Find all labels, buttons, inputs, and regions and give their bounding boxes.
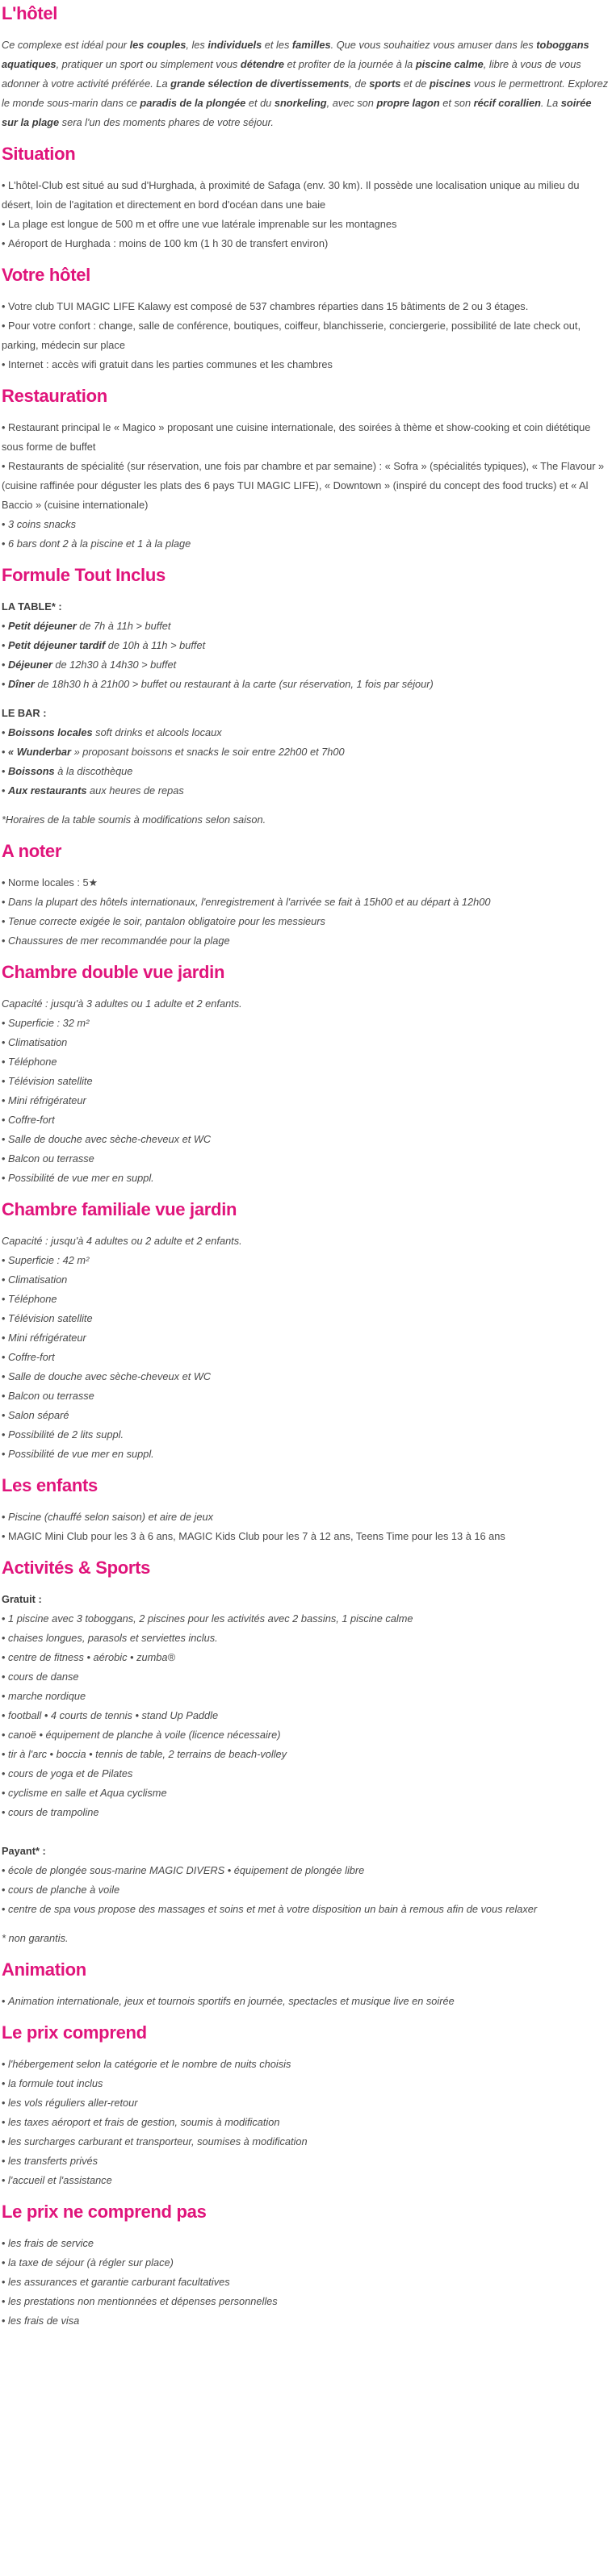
text-run: Balcon ou terrasse — [8, 1152, 94, 1165]
list-item — [2, 2311, 609, 2331]
bold-label: Dîner — [8, 678, 35, 690]
text-run: Superficie : 32 m² — [8, 1017, 90, 1029]
text-run: chaises longues, parasols et serviettes inclus. — [8, 1632, 218, 1644]
text-run: cours de danse — [8, 1671, 79, 1683]
list-item — [2, 2132, 609, 2152]
highlight-text: sports — [369, 77, 401, 90]
list-item — [2, 2093, 609, 2113]
section-chambre-familiale-vue-jardin — [2, 1188, 609, 1464]
list-item — [2, 1169, 609, 1188]
bold-label: Payant* : — [2, 1845, 46, 1857]
text-run: les prestations non mentionnées et dépenses personnelles — [8, 2295, 278, 2307]
text-run: Animation internationale, jeux et tournois sportifs en journée, spectacles et musique live en soirée — [8, 1995, 455, 2007]
list-item — [2, 2152, 609, 2171]
text-run: et de — [400, 77, 430, 90]
list-item — [2, 1309, 609, 1328]
bold-label: Boissons locales — [8, 726, 93, 738]
section-situation — [2, 132, 609, 253]
text-run: L'hôtel-Club est situé au sud d'Hurghada, à proximité de Safaga (env. 30 km). Il possède une localisation unique au milieu du désert, loin de l'agitation et directement en bord d'océan dans une baie — [2, 179, 580, 211]
text-run: aux heures de repas — [86, 784, 184, 797]
text-run: Possibilité de vue mer en suppl. — [8, 1448, 154, 1460]
list-item — [2, 234, 609, 253]
list-item — [2, 534, 609, 554]
list-item — [2, 912, 609, 931]
text-run: , libre à vous de vous adonner à votre activité préférée. La — [2, 58, 581, 90]
list-item — [2, 617, 609, 636]
list-item — [2, 675, 609, 694]
bold-label: Déjeuner — [8, 659, 52, 671]
list-item — [2, 1072, 609, 1091]
section-l-hotel — [2, 0, 609, 132]
text-run: sera l'un des moments phares de votre séjour. — [59, 116, 274, 128]
list-item — [2, 1425, 609, 1445]
list-item — [2, 1386, 609, 1406]
list-item — [2, 1861, 609, 1880]
list-item — [2, 2273, 609, 2292]
text-run: MAGIC Mini Club pour les 3 à 6 ans, MAGIC Kids Club pour les 7 à 12 ans, Teens Time pour les 13 à 16 ans — [8, 1530, 505, 1542]
text-run: cours de yoga et de Pilates — [8, 1767, 133, 1779]
text-run: Possibilité de vue mer en suppl. — [8, 1172, 154, 1184]
section-votre-hotel — [2, 253, 609, 374]
list-item — [2, 1033, 609, 1052]
text-run: Téléphone — [8, 1293, 57, 1305]
section-title: Votre hôtel — [2, 265, 90, 285]
list-item — [2, 1052, 609, 1072]
highlight-text: individuels — [207, 39, 262, 51]
list-item — [2, 1406, 609, 1425]
highlight-text: soirée sur la plage — [2, 97, 592, 128]
list-item — [2, 655, 609, 675]
text-run: centre de spa vous propose des massages et soins et met à votre disposition un bain à remous afin de vous relaxer — [8, 1903, 538, 1915]
text-run: , pratiquer un sport ou simplement vous — [56, 58, 241, 70]
list-item — [2, 893, 609, 912]
list-item — [2, 873, 609, 893]
text-run: et du — [245, 97, 275, 109]
section-a-noter — [2, 830, 609, 951]
section-title: Situation — [2, 144, 76, 164]
text-run: les taxes aéroport et frais de gestion, soumis à modification — [8, 2116, 280, 2128]
text-run: Climatisation — [8, 1273, 68, 1286]
text-run: Capacité : jusqu'à 4 adultes ou 2 adulte et 2 enfants. — [2, 1235, 242, 1247]
highlight-text: récif corallien — [473, 97, 541, 109]
text-run: Tenue correcte exigée le soir, pantalon obligatoire pour les messieurs — [8, 915, 325, 927]
section-animation — [2, 1948, 609, 2011]
section-restauration — [2, 374, 609, 554]
text-run: les frais de service — [8, 2237, 94, 2249]
list-item — [2, 1328, 609, 1348]
list-item — [2, 1687, 609, 1706]
list-item — [2, 1784, 609, 1803]
section-title: Le prix ne comprend pas — [2, 2202, 207, 2222]
list-item — [2, 1900, 609, 1919]
section-title: L'hôtel — [2, 3, 58, 23]
list-item — [2, 723, 609, 742]
list-item — [2, 636, 609, 655]
text-run: » proposant boissons et snacks le soir entre 22h00 et 7h00 — [71, 746, 345, 758]
list-item — [2, 1725, 609, 1745]
highlight-text: toboggans aquatiques — [2, 39, 589, 70]
list-item — [2, 1609, 609, 1629]
highlight-text: propre lagon — [376, 97, 440, 109]
list-item — [2, 515, 609, 534]
intro-paragraph — [2, 36, 609, 132]
text-run: Pour votre confort : change, salle de conférence, boutiques, coiffeur, blanchisserie, conciergerie, possibilité de late check out, parking, médecin sur place — [2, 320, 581, 351]
text-run: *Horaires de la table soumis à modifications selon saison. — [2, 813, 266, 826]
text-run: Salle de douche avec sèche-cheveux et WC — [8, 1370, 212, 1382]
text-line — [2, 994, 609, 1014]
text-run: cyclisme en salle et Aqua cyclisme — [8, 1787, 167, 1799]
section-title: Formule Tout Inclus — [2, 565, 166, 585]
list-item — [2, 1764, 609, 1784]
text-run: Restaurant principal le « Magico » proposant une cuisine internationale, des soirées à thème et show-cooking et coin diététique sous forme de buffet — [2, 421, 591, 453]
list-item — [2, 1445, 609, 1464]
text-line — [2, 1842, 609, 1861]
list-item — [2, 2074, 609, 2093]
text-run: * non garantis. — [2, 1932, 69, 1944]
text-run: Balcon ou terrasse — [8, 1390, 94, 1402]
list-item — [2, 1270, 609, 1290]
list-item — [2, 1706, 609, 1725]
text-run: et son — [439, 97, 474, 109]
list-item — [2, 2113, 609, 2132]
text-run: Aéroport de Hurghada : moins de 100 km (1 h 30 de transfert environ) — [8, 237, 329, 249]
list-item — [2, 1992, 609, 2011]
list-item — [2, 418, 609, 457]
text-run: Salle de douche avec sèche-cheveux et WC — [8, 1133, 212, 1145]
text-run: Piscine (chauffé selon saison) et aire de jeux — [8, 1511, 213, 1523]
list-item — [2, 355, 609, 374]
text-run: , les — [186, 39, 208, 51]
text-run: les frais de visa — [8, 2315, 80, 2327]
bold-label: Petit déjeuner tardif — [8, 639, 106, 651]
text-run: . Que vous souhaitiez vous amuser dans les — [330, 39, 537, 51]
list-item — [2, 215, 609, 234]
text-line — [2, 1232, 609, 1251]
bold-label: Petit déjeuner — [8, 620, 77, 632]
text-run: de 10h à 11h > buffet — [105, 639, 206, 651]
highlight-text: les couples — [129, 39, 187, 51]
highlight-text: familles — [291, 39, 331, 51]
highlight-text: piscine calme — [415, 58, 484, 70]
list-item — [2, 1110, 609, 1130]
list-item — [2, 1130, 609, 1149]
text-run: tir à l'arc • boccia • tennis de table, 2 terrains de beach-volley — [8, 1748, 287, 1760]
text-line — [2, 597, 609, 617]
section-activites-sports — [2, 1546, 609, 1948]
list-item — [2, 1348, 609, 1367]
list-item — [2, 297, 609, 316]
section-le-prix-ne-comprend-pas — [2, 2190, 609, 2331]
text-run: Dans la plupart des hôtels internationaux, l'enregistrement à l'arrivée se fait à 15h00 et au départ à 12h00 — [8, 896, 491, 908]
list-item — [2, 1508, 609, 1527]
text-run: , avec son — [326, 97, 377, 109]
list-item — [2, 2292, 609, 2311]
text-run: Télévision satellite — [8, 1312, 93, 1324]
text-run: Climatisation — [8, 1036, 68, 1048]
bold-label: LE BAR : — [2, 707, 47, 719]
text-run: 3 coins snacks — [8, 518, 76, 530]
text-run: Mini réfrigérateur — [8, 1332, 86, 1344]
bold-label: LA TABLE* : — [2, 600, 62, 613]
text-run: Coffre-fort — [8, 1114, 55, 1126]
text-run: les surcharges carburant et transporteur, soumises à modification — [8, 2135, 308, 2147]
section-le-prix-comprend — [2, 2011, 609, 2190]
list-item — [2, 2253, 609, 2273]
highlight-text: piscines — [429, 77, 472, 90]
list-item — [2, 316, 609, 355]
text-run: Norme locales : 5★ — [8, 876, 99, 889]
list-item — [2, 1803, 609, 1822]
list-item — [2, 742, 609, 762]
list-item — [2, 1745, 609, 1764]
list-item — [2, 1149, 609, 1169]
bold-label: « Wunderbar — [8, 746, 72, 758]
text-run: 6 bars dont 2 à la piscine et 1 à la plage — [8, 537, 191, 550]
text-line — [2, 704, 609, 723]
section-formule-tout-inclus — [2, 554, 609, 830]
text-run: de 12h30 à 14h30 > buffet — [52, 659, 177, 671]
text-run: et les — [262, 39, 292, 51]
text-run: de 7h à 11h > buffet — [76, 620, 171, 632]
text-run: marche nordique — [8, 1690, 86, 1702]
section-title: Restauration — [2, 386, 107, 406]
text-run: la taxe de séjour (à régler sur place) — [8, 2256, 174, 2269]
list-item — [2, 2055, 609, 2074]
section-title: Les enfants — [2, 1475, 98, 1495]
list-item — [2, 1667, 609, 1687]
highlight-text: grande sélection de divertissements — [170, 77, 350, 90]
list-item — [2, 176, 609, 215]
list-item — [2, 762, 609, 781]
text-run: centre de fitness • aérobic • zumba® — [8, 1651, 175, 1663]
list-item — [2, 2171, 609, 2190]
text-run: Chaussures de mer recommandée pour la plage — [8, 935, 230, 947]
text-run: canoë • équipement de planche à voile (licence nécessaire) — [8, 1729, 281, 1741]
text-run: football • 4 courts de tennis • stand Up Paddle — [8, 1709, 219, 1721]
section-title: Le prix comprend — [2, 2022, 147, 2043]
list-item — [2, 781, 609, 801]
text-run: Salon séparé — [8, 1409, 69, 1421]
highlight-text: paradis de la plongée — [140, 97, 246, 109]
section-les-enfants — [2, 1464, 609, 1546]
section-chambre-double-vue-jardin — [2, 951, 609, 1188]
text-run: et profiter de la journée à la — [283, 58, 416, 70]
text-line — [2, 1590, 609, 1609]
list-item — [2, 457, 609, 515]
text-run: cours de planche à voile — [8, 1884, 120, 1896]
text-run: cours de trampoline — [8, 1806, 99, 1818]
text-run: Votre club TUI MAGIC LIFE Kalawy est composé de 537 chambres réparties dans 15 bâtiments de 2 ou 3 étages. — [8, 300, 529, 312]
text-run: la formule tout inclus — [8, 2077, 103, 2089]
text-run: Restaurants de spécialité (sur réservation, une fois par chambre et par semaine) : « Sofra » (spécialités typiques), « The Flavour » (cuisine raffinée pour déguster les plats des 6 pays TUI MAGIC LIFE), « Downtown » (inspiré du concept des food trucks) et « Al Baccio » (cuisine internationale) — [2, 460, 605, 511]
bold-label: Gratuit : — [2, 1593, 42, 1605]
text-run: les assurances et garantie carburant facultatives — [8, 2276, 230, 2288]
text-run: les transferts privés — [8, 2155, 98, 2167]
text-run: 1 piscine avec 3 toboggans, 2 piscines pour les activités avec 2 bassins, 1 piscine calme — [8, 1612, 413, 1625]
text-run: les vols réguliers aller-retour — [8, 2097, 138, 2109]
list-item — [2, 2234, 609, 2253]
list-item — [2, 1290, 609, 1309]
text-run: . La — [540, 97, 561, 109]
section-title: Chambre double vue jardin — [2, 962, 225, 982]
list-item — [2, 1629, 609, 1648]
list-item — [2, 1251, 609, 1270]
section-title: Chambre familiale vue jardin — [2, 1199, 237, 1219]
list-item — [2, 1014, 609, 1033]
section-title: Activités & Sports — [2, 1558, 151, 1578]
text-run: soft drinks et alcools locaux — [92, 726, 222, 738]
section-title: A noter — [2, 841, 62, 861]
highlight-text: détendre — [240, 58, 284, 70]
text-run: Internet : accès wifi gratuit dans les parties communes et les chambres — [8, 358, 333, 370]
list-item — [2, 931, 609, 951]
text-run: Ce complexe est idéal pour — [2, 39, 130, 51]
text-run: l'hébergement selon la catégorie et le nombre de nuits choisis — [8, 2058, 291, 2070]
text-line — [2, 810, 609, 830]
text-run: Télévision satellite — [8, 1075, 93, 1087]
text-run: de 18h30 h à 21h00 > buffet ou restaurant à la carte (sur réservation, 1 fois par séjour) — [34, 678, 434, 690]
text-run: l'accueil et l'assistance — [8, 2174, 112, 2186]
bold-label: Aux restaurants — [8, 784, 87, 797]
text-run: vous le permettront. Explorez le monde sous-marin dans ce — [2, 77, 609, 109]
list-item — [2, 1527, 609, 1546]
list-item — [2, 1367, 609, 1386]
text-run: Mini réfrigérateur — [8, 1094, 86, 1106]
text-run: à la discothèque — [54, 765, 133, 777]
text-run: Superficie : 42 m² — [8, 1254, 90, 1266]
text-run: Téléphone — [8, 1056, 57, 1068]
list-item — [2, 1880, 609, 1900]
text-run: Possibilité de 2 lits suppl. — [8, 1428, 124, 1441]
text-line — [2, 1929, 609, 1948]
text-run: école de plongée sous-marine MAGIC DIVERS • équipement de plongée libre — [8, 1864, 365, 1876]
text-run: , de — [349, 77, 370, 90]
bold-label: Boissons — [8, 765, 55, 777]
text-run: Coffre-fort — [8, 1351, 55, 1363]
list-item — [2, 1091, 609, 1110]
text-run: La plage est longue de 500 m et offre une vue latérale imprenable sur les montagnes — [8, 218, 397, 230]
text-run: Capacité : jusqu'à 3 adultes ou 1 adulte et 2 enfants. — [2, 997, 242, 1010]
list-item — [2, 1648, 609, 1667]
section-title: Animation — [2, 1959, 86, 1980]
highlight-text: snorkeling — [274, 97, 327, 109]
